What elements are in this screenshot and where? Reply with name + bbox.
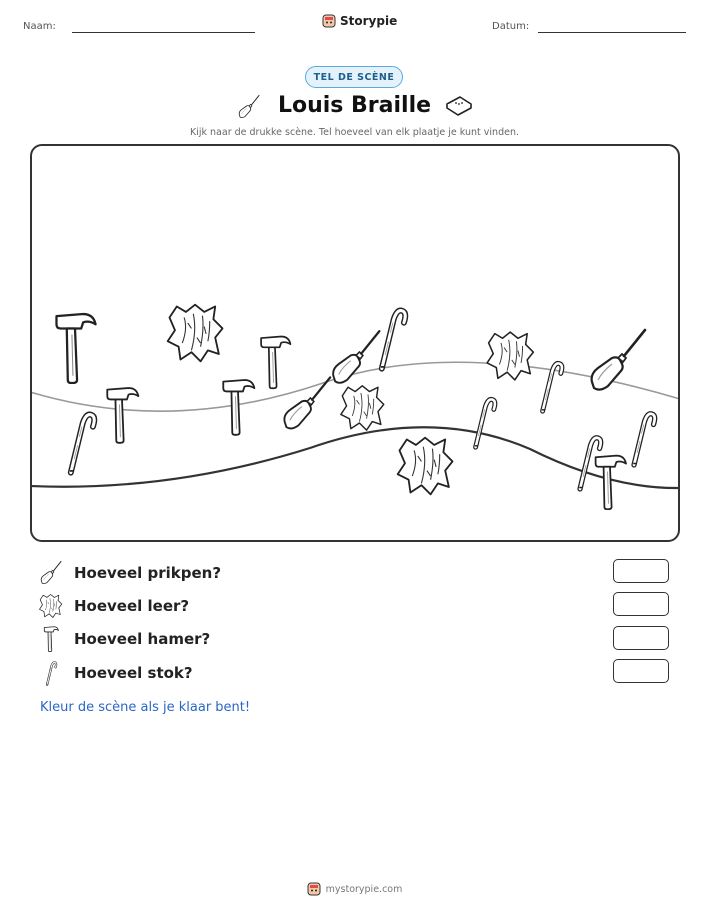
name-line[interactable] [72,32,255,33]
question-label: Hoeveel leer? [74,597,190,615]
hammer-icon [38,626,64,652]
answer-box-hammer[interactable] [613,626,669,650]
site-footer [0,882,709,896]
activity-badge: TEL DE SCÈNE [305,66,403,88]
busy-scene[interactable] [30,144,680,542]
cane-icon [475,399,495,447]
storypie-mascot-icon [307,882,321,896]
awl-icon [333,331,379,383]
question-label: Hoeveel hamer? [74,630,211,648]
leather-icon [487,332,533,380]
question-hammer [38,626,210,652]
leather-icon [38,593,64,619]
braille-book-icon [444,94,474,118]
date-label: Datum: [492,21,530,32]
date-line[interactable] [538,32,686,33]
coloring-instruction: Kleur de scène als je klaar bent! [40,700,251,715]
leather-icon [341,386,384,430]
awl-icon [592,330,645,390]
storypie-mascot-icon [322,14,336,28]
question-label: Hoeveel prikpen? [74,564,222,582]
answer-box-awl[interactable] [613,559,669,583]
leather-icon [168,305,223,362]
storypie-logo [322,14,397,28]
instructions: Kijk naar de drukke scène. Tel hoeveel van elk plaatje je kunt vinden. [190,127,519,138]
site-url: mystorypie.com [325,883,403,895]
leather-icon [398,438,453,495]
awl-icon [38,560,64,586]
page-title: Louis Braille [277,93,432,118]
cane-icon [633,414,654,465]
cane-icon [38,660,64,686]
hammer-icon [261,337,290,389]
question-awl [38,560,221,586]
question-label: Hoeveel stok? [74,664,193,682]
answer-box-cane[interactable] [613,659,669,683]
logo-text: Storypie [340,14,398,28]
hammer-icon [223,380,254,435]
hammer-icon [56,314,95,383]
name-label: Naam: [23,21,56,32]
cane-icon [70,415,94,473]
scene-canvas [30,144,680,542]
cane-icon [381,311,405,369]
awl-icon [284,377,330,428]
question-leather [38,593,189,619]
question-cane [38,660,193,686]
hammer-icon [107,388,138,443]
answer-box-leather[interactable] [613,592,669,616]
